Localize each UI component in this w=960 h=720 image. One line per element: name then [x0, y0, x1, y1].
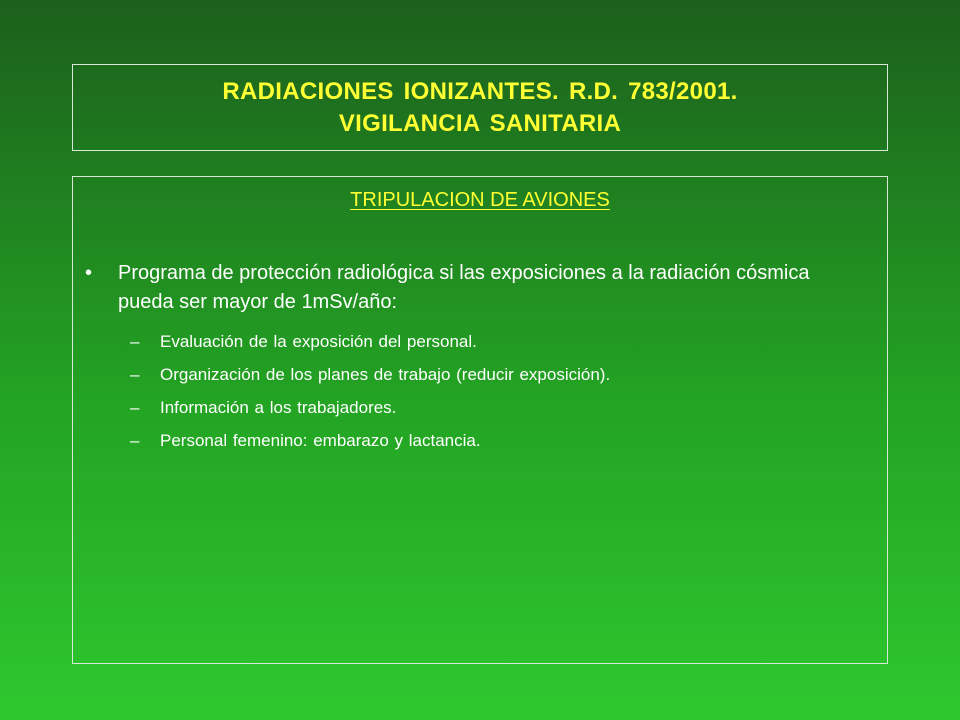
dash-marker: –	[130, 365, 140, 384]
sub-list-item	[130, 396, 870, 429]
bullet-text: Programa de protección radiológica si las exposiciones a la radiación cósmica pueda ser mayor de 1mSv/año:	[118, 262, 810, 313]
bullet-item	[85, 259, 865, 317]
content-box	[72, 176, 888, 664]
sub-item-text: Información a los trabajadores.	[160, 398, 397, 417]
sub-list-item	[130, 363, 870, 396]
dash-marker: –	[130, 398, 140, 417]
sub-list-item	[130, 429, 870, 462]
section-heading-text: TRIPULACION DE AVIONES	[350, 189, 610, 211]
sub-list	[130, 330, 870, 462]
section-heading	[73, 187, 887, 213]
sub-item-text: Personal femenino: embarazo y lactancia.	[160, 431, 481, 450]
sub-item-text: Evaluación de la exposición del personal.	[160, 332, 477, 351]
slide-title-line-1: RADIACIONES IONIZANTES. R.D. 783/2001.	[222, 77, 738, 105]
bullet-marker: •	[85, 262, 93, 284]
dash-marker: –	[130, 431, 140, 450]
dash-marker: –	[130, 332, 140, 351]
slide-title-line-2: VIGILANCIA SANITARIA	[338, 109, 622, 137]
sub-item-text: Organización de los planes de trabajo (reducir exposición).	[160, 365, 611, 384]
sub-list-item	[130, 330, 870, 363]
title-box	[72, 64, 888, 151]
